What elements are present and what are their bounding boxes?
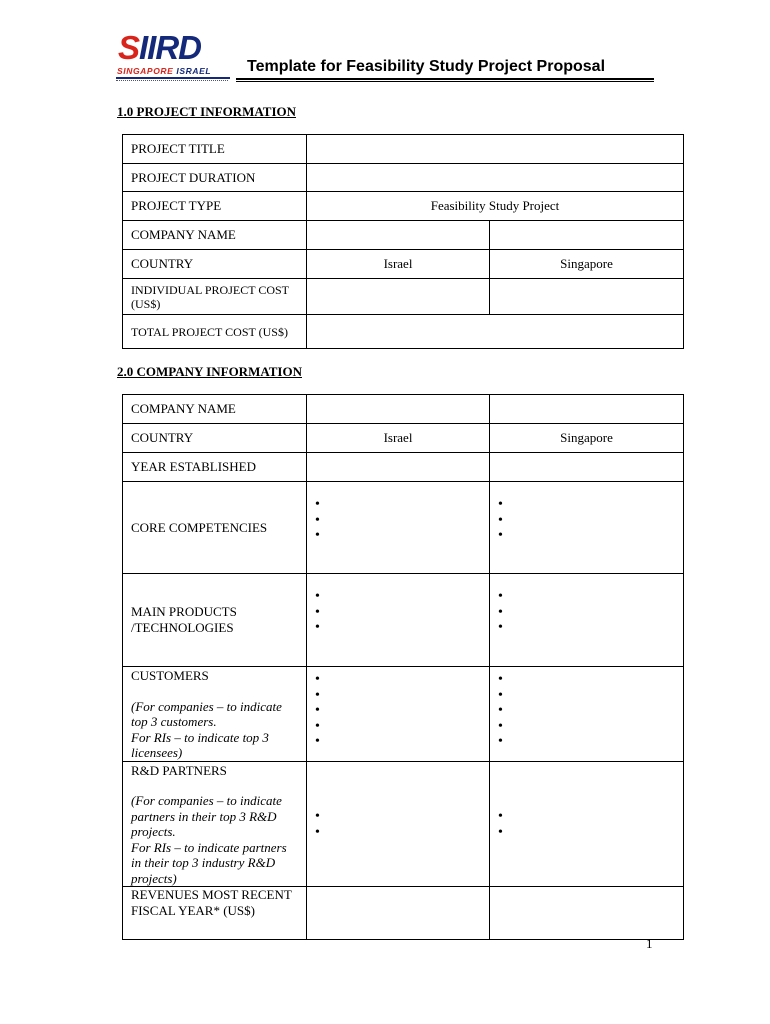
core-competencies-israel-list[interactable]: [307, 482, 490, 574]
logo-wordmark: SIIRD: [118, 29, 202, 66]
bullet-item[interactable]: [315, 808, 481, 824]
rd-partners-singapore-list[interactable]: [490, 761, 684, 887]
bullet-item[interactable]: [315, 604, 481, 620]
main-products-label: MAIN PRODUCTS /TECHNOLOGIES: [123, 574, 307, 667]
bullet-item[interactable]: [315, 527, 481, 543]
project-type-label: PROJECT TYPE: [123, 192, 307, 221]
project-information-table: [122, 134, 684, 349]
main-products-israel-list[interactable]: [307, 574, 490, 667]
bullet-item[interactable]: [315, 824, 481, 840]
bullet-item[interactable]: [315, 671, 481, 687]
table-row: [123, 424, 684, 453]
company-name-israel-field[interactable]: [307, 395, 490, 424]
project-duration-label: PROJECT DURATION: [123, 164, 307, 192]
individual-project-cost-label: INDIVIDUAL PROJECT COST (US$): [123, 279, 307, 315]
country-israel: Israel: [307, 250, 490, 279]
siird-logo: [116, 30, 234, 82]
bullet-item[interactable]: [498, 733, 675, 749]
table-row: [123, 192, 684, 221]
total-project-cost-field[interactable]: [307, 315, 684, 349]
revenues-singapore-field[interactable]: [490, 887, 684, 940]
rd-partners-label-cell: [123, 761, 307, 887]
company-name-israel-field[interactable]: [307, 221, 490, 250]
company-name-label: COMPANY NAME: [123, 221, 307, 250]
section-heading-project-information: 1.0 PROJECT INFORMATION: [117, 104, 296, 119]
project-type-value: Feasibility Study Project: [307, 192, 684, 221]
customers-note-ri: For RIs – to indicate top 3 licensees): [131, 729, 269, 760]
customers-label: CUSTOMERS: [131, 668, 209, 683]
bullet-item[interactable]: [315, 588, 481, 604]
bullet-item[interactable]: [498, 588, 675, 604]
customers-singapore-list[interactable]: [490, 667, 684, 762]
company-name-singapore-field[interactable]: [490, 221, 684, 250]
bullet-item[interactable]: [498, 512, 675, 528]
bullet-item[interactable]: [315, 687, 481, 703]
bullet-item[interactable]: [498, 718, 675, 734]
bullet-item[interactable]: [498, 619, 675, 635]
table-row: [123, 667, 684, 762]
year-established-israel-field[interactable]: [307, 453, 490, 482]
main-products-singapore-list[interactable]: [490, 574, 684, 667]
country-singapore: Singapore: [490, 250, 684, 279]
company-name-singapore-field[interactable]: [490, 395, 684, 424]
rd-partners-label: R&D PARTNERS: [131, 762, 227, 778]
document-title: Template for Feasibility Study Project Proposal: [247, 58, 606, 75]
customers-israel-list[interactable]: [307, 667, 490, 762]
title-rule: [236, 78, 654, 80]
logo-subtitle: SINGAPORE ISRAEL: [117, 66, 212, 76]
total-project-cost-label: TOTAL PROJECT COST (US$): [123, 315, 307, 349]
bullet-item[interactable]: [315, 512, 481, 528]
bullet-item[interactable]: [498, 604, 675, 620]
page-number: 1: [646, 936, 653, 951]
country-label: COUNTRY: [123, 424, 307, 453]
year-established-singapore-field[interactable]: [490, 453, 684, 482]
table-row: [123, 279, 684, 315]
bullet-item[interactable]: [498, 496, 675, 512]
company-name-label: COMPANY NAME: [123, 395, 307, 424]
table-row: [123, 574, 684, 667]
table-row: [123, 221, 684, 250]
table-row: [123, 482, 684, 574]
core-competencies-label: CORE COMPETENCIES: [123, 482, 307, 574]
country-israel: Israel: [307, 424, 490, 453]
country-singapore: Singapore: [490, 424, 684, 453]
revenues-israel-field[interactable]: [307, 887, 490, 940]
table-row: [123, 887, 684, 940]
rd-partners-note: (For companies – to indicate partners in their top 3 R&D projects.: [131, 793, 282, 839]
bullet-item[interactable]: [315, 702, 481, 718]
year-established-label: YEAR ESTABLISHED: [123, 453, 307, 482]
table-row: [123, 315, 684, 349]
individual-cost-singapore-field[interactable]: [490, 279, 684, 315]
title-rule-thin: [236, 81, 654, 82]
section-heading-company-information: 2.0 COMPANY INFORMATION: [117, 364, 302, 379]
table-row: [123, 135, 684, 164]
bullet-item[interactable]: [315, 733, 481, 749]
table-row: [123, 250, 684, 279]
rd-partners-note-ri: For RIs – to indicate partners in their top 3 industry R&D projects): [131, 839, 287, 886]
bullet-item[interactable]: [498, 702, 675, 718]
bullet-item[interactable]: [498, 527, 675, 543]
bullet-item[interactable]: [315, 619, 481, 635]
table-row: [123, 761, 684, 887]
revenues-label: REVENUES MOST RECENT FISCAL YEAR* (US$): [123, 887, 307, 940]
table-row: [123, 453, 684, 482]
project-title-label: PROJECT TITLE: [123, 135, 307, 164]
bullet-item[interactable]: [498, 808, 675, 824]
individual-cost-israel-field[interactable]: [307, 279, 490, 315]
company-information-table: [122, 394, 684, 940]
project-title-field[interactable]: [307, 135, 684, 164]
customers-label-cell: [123, 667, 307, 762]
bullet-item[interactable]: [498, 671, 675, 687]
table-row: [123, 164, 684, 192]
core-competencies-singapore-list[interactable]: [490, 482, 684, 574]
logo-tagline-line: [116, 80, 228, 82]
country-label: COUNTRY: [123, 250, 307, 279]
table-row: [123, 395, 684, 424]
bullet-item[interactable]: [315, 718, 481, 734]
rd-partners-israel-list[interactable]: [307, 761, 490, 887]
customers-note: (For companies – to indicate top 3 customers.: [131, 698, 282, 729]
bullet-item[interactable]: [498, 687, 675, 703]
bullet-item[interactable]: [315, 496, 481, 512]
bullet-item[interactable]: [498, 824, 675, 840]
project-duration-field[interactable]: [307, 164, 684, 192]
logo-underline: [116, 77, 230, 79]
